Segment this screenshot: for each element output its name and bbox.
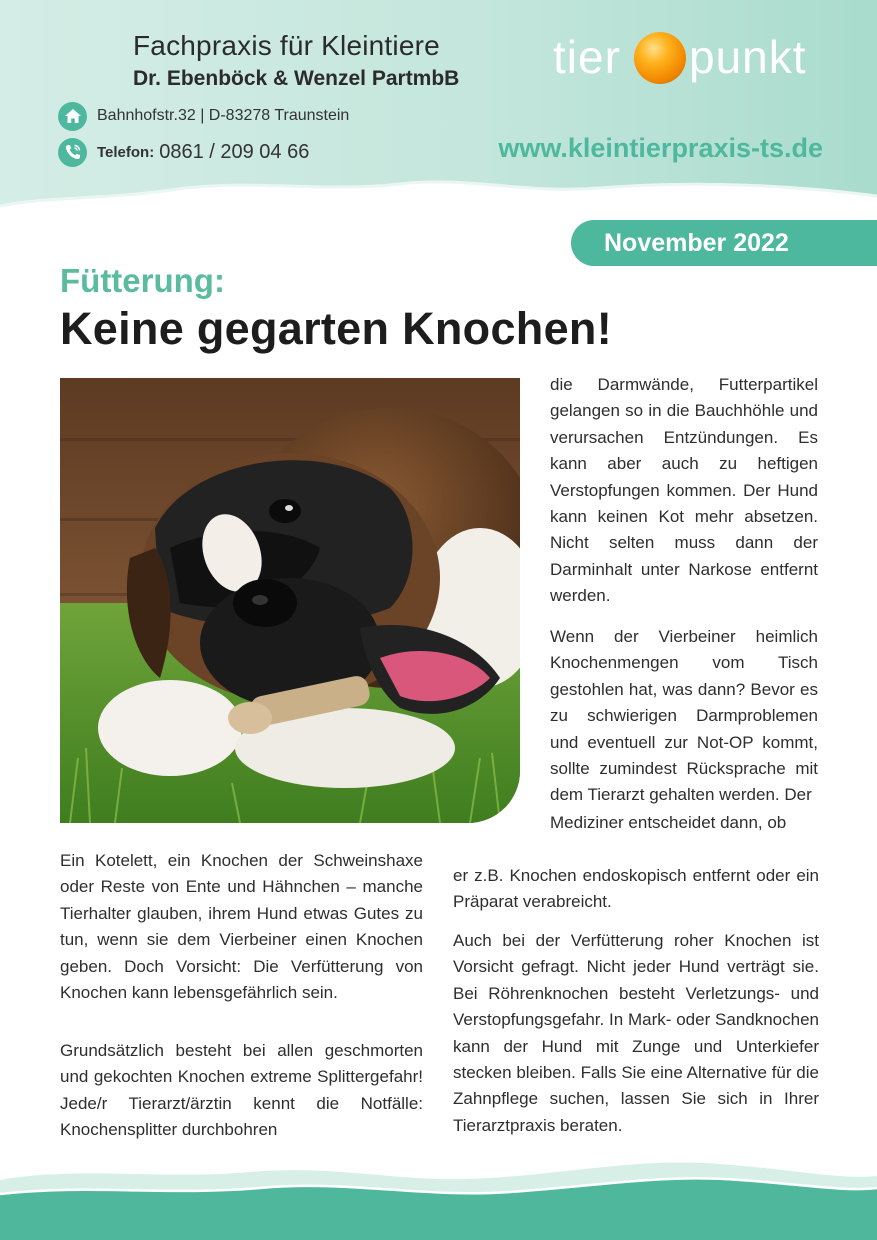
article-kicker: Fütterung: bbox=[60, 262, 225, 299]
phone-row bbox=[58, 137, 309, 167]
logo-text-tier: tier bbox=[553, 31, 621, 83]
address-text: Bahnhofstr.32 | D-83278 Traunstein bbox=[97, 107, 350, 124]
issue-date-badge bbox=[571, 220, 877, 266]
logo-text-punkt: punkt bbox=[689, 31, 807, 83]
article-paragraph: Auch bei der Verfütterung roher Knochen ist Vorsicht gefragt. Nicht jeder Hund verträgt sie. Bei Röhrenknochen besteht Verletzungs- und Verstopfungsgefahr. In Mark- oder Sandknochen kann der Hund mit Zunge und Unterkiefer stecken bleiben. Falls Sie eine Alternative für die Zahnpflege suchen, lassen Sie sich in Ihrer Tierarztpraxis beraten. bbox=[453, 931, 819, 1135]
practice-name: Fachpraxis für Kleintiere bbox=[133, 30, 440, 61]
article-paragraph: Grundsätzlich besteht bei allen geschmorten und gekochten Knochen extreme Splittergefahr! Jede/r Tierarzt/ärztin kennt die Notfälle: Knochensplitter durchbohren bbox=[60, 1041, 423, 1140]
home-icon bbox=[58, 102, 87, 131]
article-paragraph: die Darmwände, Futterpartikel gelangen so in die Bauchhöhle und verursachen Entzündungen. Es kann aber auch zu heftigen Verstopfungen kommen. Der Hund kann keinen Kot mehr absetzen. Nicht selten muss dann der Darminhalt unter Narkose entfernt werden. bbox=[550, 375, 818, 606]
phone-icon bbox=[58, 138, 87, 167]
issue-date-text: November 2022 bbox=[604, 228, 789, 257]
phone-label: Telefon: bbox=[97, 143, 155, 161]
address-row bbox=[58, 101, 349, 131]
article-headline: Keine gegarten Knochen! bbox=[60, 303, 612, 354]
article-paragraph: er z.B. Knochen endoskopisch entfernt oder ein Präparat verabreicht. bbox=[453, 866, 819, 912]
footer-wave bbox=[0, 1150, 877, 1240]
photo-credit bbox=[2, 712, 20, 802]
article-paragraph: Ein Kotelett, ein Knochen der Schweinshaxe oder Reste von Ente und Hähnchen – manche Tierhalter glauben, ihrem Hund etwas Gutes zu tun, wenn sie dem Vierbeiner einen Knochen geben. Doch Vorsicht: Die Verfütterung von Knochen kann lebensgefährlich sein. bbox=[60, 851, 423, 1003]
phone-number[interactable]: 0861 / 209 04 66 bbox=[159, 140, 310, 163]
article-paragraph: Wenn der Vierbeiner heimlich Knochenmengen vom Tisch gestohlen hat, was dann? Bevor es zu schwierigen Darmproblemen und eventuell zur Not-OP kommt, sollte zumindest Rücksprache mit dem Tierarzt gehalten werden. Der bbox=[550, 627, 818, 805]
practice-owner: Dr. Ebenböck & Wenzel PartmbB bbox=[133, 67, 460, 90]
article-paragraph: Mediziner entscheidet dann, ob bbox=[550, 813, 787, 832]
website-link[interactable]: www.kleintierpraxis-ts.de bbox=[498, 133, 823, 163]
dog-photo bbox=[60, 378, 520, 823]
tierpunkt-logo bbox=[553, 26, 823, 86]
logo-orange-ball bbox=[634, 32, 686, 84]
photo-credit-text: ©Fotolia.com bbox=[4, 738, 14, 792]
